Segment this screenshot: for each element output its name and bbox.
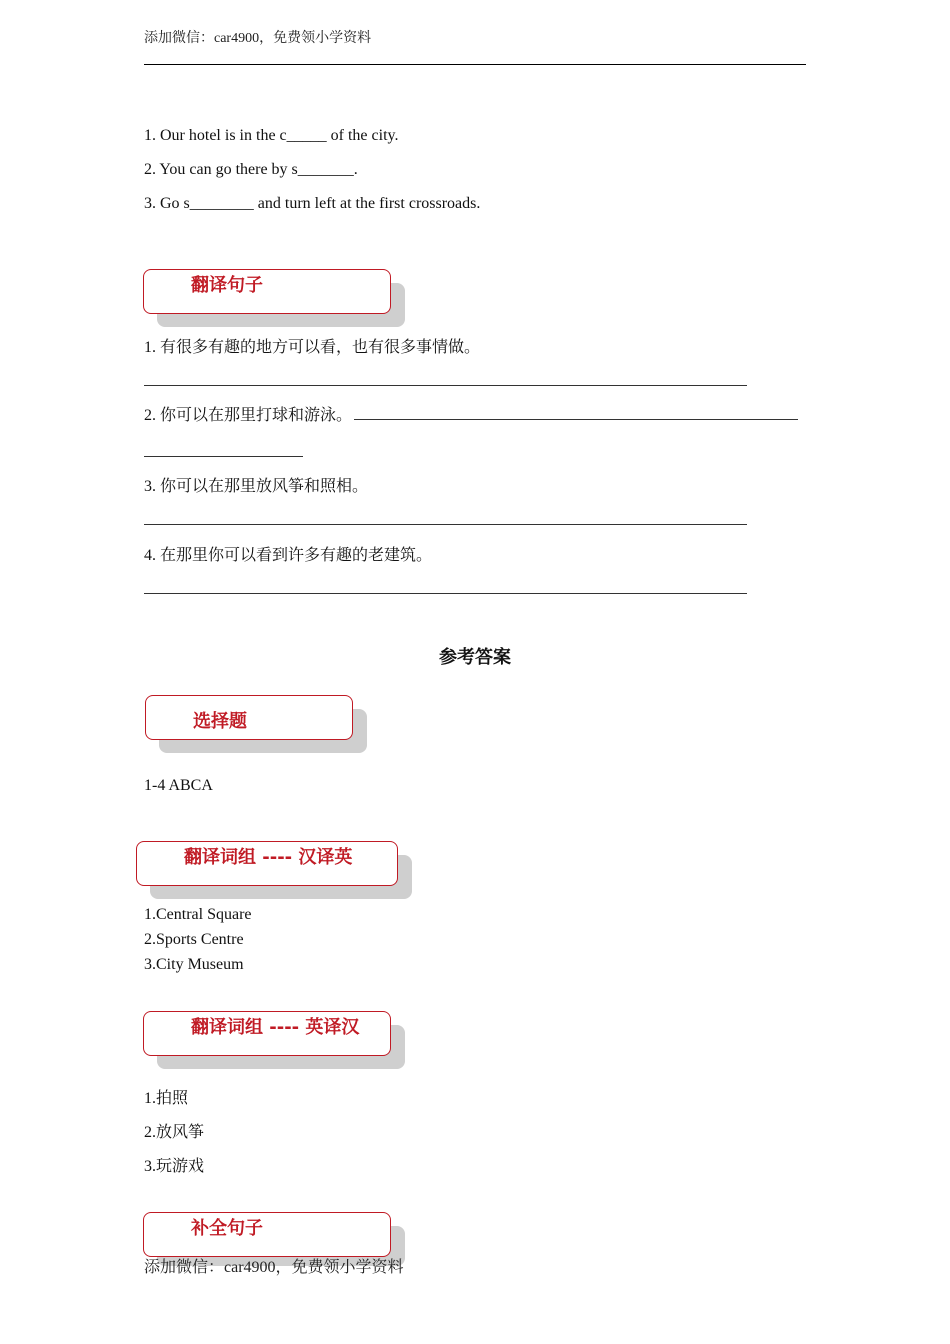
en-to-cn-item-1: 1.拍照 [144, 1090, 189, 1107]
header-divider [144, 64, 806, 65]
en-to-cn-item-2: 2.放风筝 [144, 1124, 205, 1141]
answer-line-4 [144, 593, 747, 594]
tag-label: 补全句子 [191, 1218, 263, 1239]
translate-item-3: 3. 你可以在那里放风筝和照相。 [144, 478, 369, 495]
answer-line-2-inline [354, 405, 798, 420]
fill-item-1: 1. Our hotel is in the c_____ of the city. [144, 127, 399, 144]
tag-box [143, 1212, 391, 1257]
answer-line-2-continued [144, 456, 303, 457]
answer-line-1 [144, 385, 747, 386]
answer-line-3 [144, 524, 747, 525]
fill-item-2: 2. You can go there by s_______. [144, 161, 358, 178]
header-note: 添加微信：car4900，免费领小学资料 [144, 31, 372, 46]
footer-note: 添加微信：car4900，免费领小学资料 [144, 1259, 404, 1276]
cn-to-en-item-2: 2.Sports Centre [144, 931, 244, 948]
en-to-cn-item-3: 3.玩游戏 [144, 1158, 205, 1175]
tag-box [143, 269, 391, 314]
cn-to-en-item-3: 3.City Museum [144, 956, 244, 973]
answer-key-title: 参考答案 [439, 647, 511, 668]
tag-label: 翻译词组 ---- 汉译英 [184, 847, 353, 868]
choice-answers: 1-4 ABCA [144, 777, 213, 794]
tag-label: 翻译词组 ---- 英译汉 [191, 1017, 360, 1038]
cn-to-en-item-1: 1.Central Square [144, 906, 252, 923]
tag-label: 选择题 [193, 711, 247, 732]
tag-box [145, 695, 353, 740]
translate-item-4: 4. 在那里你可以看到许多有趣的老建筑。 [144, 547, 433, 564]
translate-item-2-text: 2. 你可以在那里打球和游泳。 [144, 407, 353, 424]
translate-item-1: 1. 有很多有趣的地方可以看，也有很多事情做。 [144, 339, 481, 356]
fill-item-3: 3. Go s________ and turn left at the first crossroads. [144, 195, 481, 212]
tag-label: 翻译句子 [191, 275, 263, 296]
translate-item-2 [144, 402, 798, 425]
